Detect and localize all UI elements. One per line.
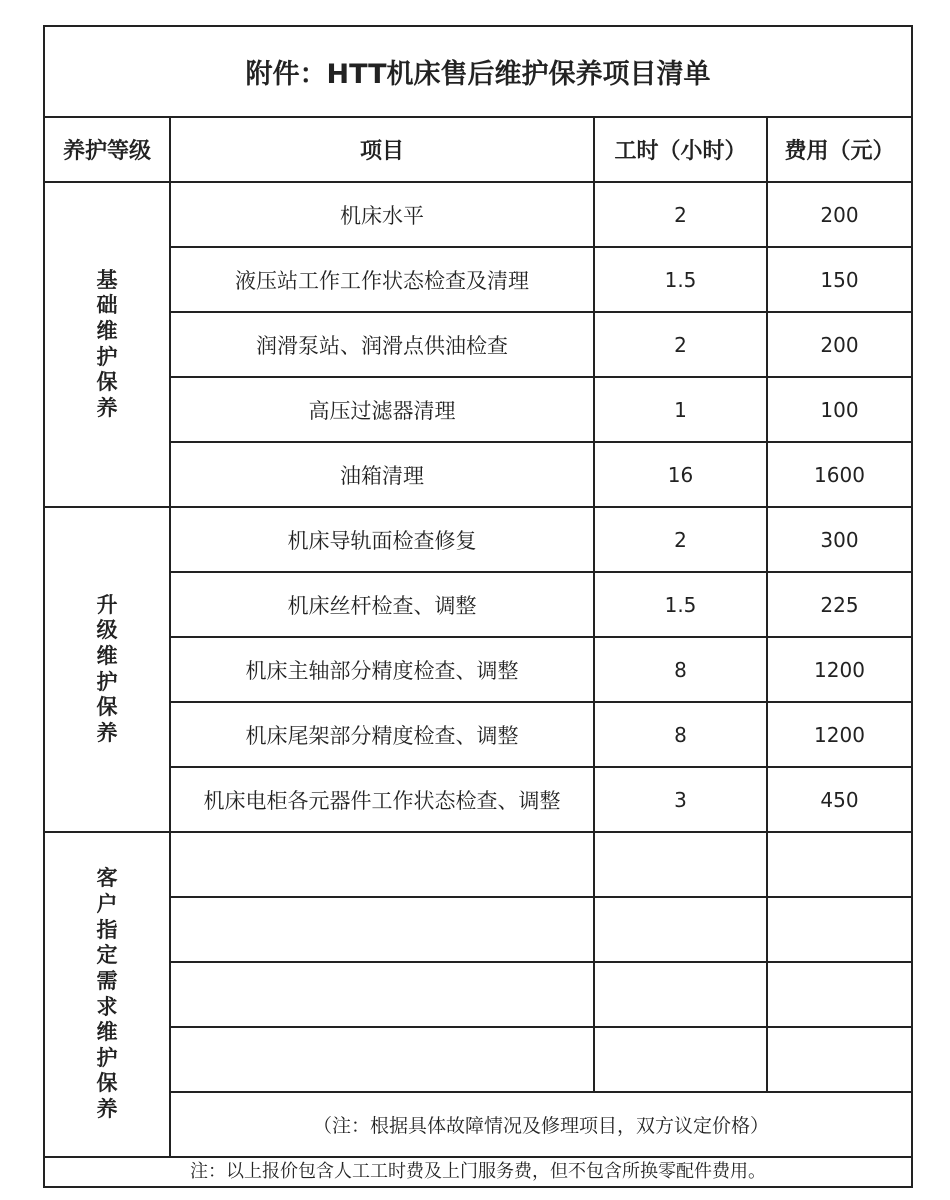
item-cell: 机床丝杆检查、调整	[170, 572, 594, 637]
header-level: 养护等级	[44, 117, 170, 182]
table-row	[44, 637, 912, 702]
hours-cell: 3	[594, 767, 767, 832]
level-char: 养	[96, 395, 118, 420]
header-item: 项目	[170, 117, 594, 182]
cost-cell: 1600	[767, 442, 912, 507]
hours-cell: 2	[594, 182, 767, 247]
item-cell: 高压过滤器清理	[170, 377, 594, 442]
level-char: 养	[96, 720, 118, 745]
maintenance-table	[43, 25, 913, 1188]
page-title: 附件：HTT机床售后维护保养项目清单	[44, 26, 912, 117]
cost-cell: 200	[767, 182, 912, 247]
level-char: 保	[96, 695, 118, 720]
cost-cell: 150	[767, 247, 912, 312]
level-char: 护	[96, 669, 118, 694]
hours-cell	[594, 1027, 767, 1092]
item-cell: 机床水平	[170, 182, 594, 247]
item-cell	[170, 1027, 594, 1092]
table-row	[44, 442, 912, 507]
level-char: 指	[96, 917, 118, 942]
table-row	[44, 182, 912, 247]
hours-cell: 2	[594, 312, 767, 377]
hours-cell: 1	[594, 377, 767, 442]
table-row	[44, 312, 912, 377]
hours-cell	[594, 962, 767, 1027]
item-cell: 液压站工作工作状态检查及清理	[170, 247, 594, 312]
hours-cell: 2	[594, 507, 767, 572]
item-cell	[170, 832, 594, 897]
header-row	[44, 117, 912, 182]
cost-cell	[767, 1027, 912, 1092]
level-char: 保	[96, 370, 118, 395]
footer-row	[44, 1157, 912, 1187]
item-cell: 机床电柜各元器件工作状态检查、调整	[170, 767, 594, 832]
maintenance-level-cell	[44, 182, 170, 507]
cost-cell	[767, 962, 912, 1027]
cost-cell: 200	[767, 312, 912, 377]
cost-cell: 300	[767, 507, 912, 572]
table-row	[44, 572, 912, 637]
header-hours: 工时（小时）	[594, 117, 767, 182]
cost-cell: 100	[767, 377, 912, 442]
table-row	[44, 832, 912, 897]
cost-cell: 450	[767, 767, 912, 832]
cost-cell: 225	[767, 572, 912, 637]
header-cost: 费用（元）	[767, 117, 912, 182]
hours-cell: 16	[594, 442, 767, 507]
maintenance-level-cell	[44, 507, 170, 832]
level-char: 维	[96, 1020, 118, 1045]
level-char: 维	[96, 643, 118, 668]
level-char: 求	[96, 994, 118, 1019]
table-row	[44, 962, 912, 1027]
level-char: 定	[96, 943, 118, 968]
cost-cell: 1200	[767, 637, 912, 702]
hours-cell: 8	[594, 637, 767, 702]
level-char: 护	[96, 344, 118, 369]
item-cell: 机床主轴部分精度检查、调整	[170, 637, 594, 702]
hours-cell: 1.5	[594, 572, 767, 637]
item-cell	[170, 962, 594, 1027]
level-char: 护	[96, 1045, 118, 1070]
hours-cell: 8	[594, 702, 767, 767]
hours-cell: 1.5	[594, 247, 767, 312]
level-char: 级	[96, 618, 118, 643]
level-char: 客	[96, 866, 118, 891]
note-row	[44, 1092, 912, 1157]
custom-price-note: （注：根据具体故障情况及修理项目，双方议定价格）	[170, 1092, 912, 1157]
item-cell: 机床导轨面检查修复	[170, 507, 594, 572]
hours-cell	[594, 897, 767, 962]
table-row	[44, 247, 912, 312]
maintenance-level-cell	[44, 832, 170, 1157]
item-cell	[170, 897, 594, 962]
level-char: 需	[96, 968, 118, 993]
table-row	[44, 1027, 912, 1092]
cost-cell	[767, 897, 912, 962]
level-char: 保	[96, 1071, 118, 1096]
level-char: 基	[96, 267, 118, 292]
item-cell: 润滑泵站、润滑点供油检查	[170, 312, 594, 377]
table-row	[44, 702, 912, 767]
table-row	[44, 897, 912, 962]
item-cell: 油箱清理	[170, 442, 594, 507]
level-char: 础	[96, 293, 118, 318]
item-cell: 机床尾架部分精度检查、调整	[170, 702, 594, 767]
table-row	[44, 507, 912, 572]
level-char: 户	[96, 892, 118, 917]
level-char: 养	[96, 1096, 118, 1121]
table-row	[44, 377, 912, 442]
footer-note: 注：以上报价包含人工工时费及上门服务费，但不包含所换零配件费用。	[44, 1157, 912, 1187]
cost-cell: 1200	[767, 702, 912, 767]
cost-cell	[767, 832, 912, 897]
level-char: 升	[96, 592, 118, 617]
hours-cell	[594, 832, 767, 897]
table-row	[44, 767, 912, 832]
level-char: 维	[96, 318, 118, 343]
